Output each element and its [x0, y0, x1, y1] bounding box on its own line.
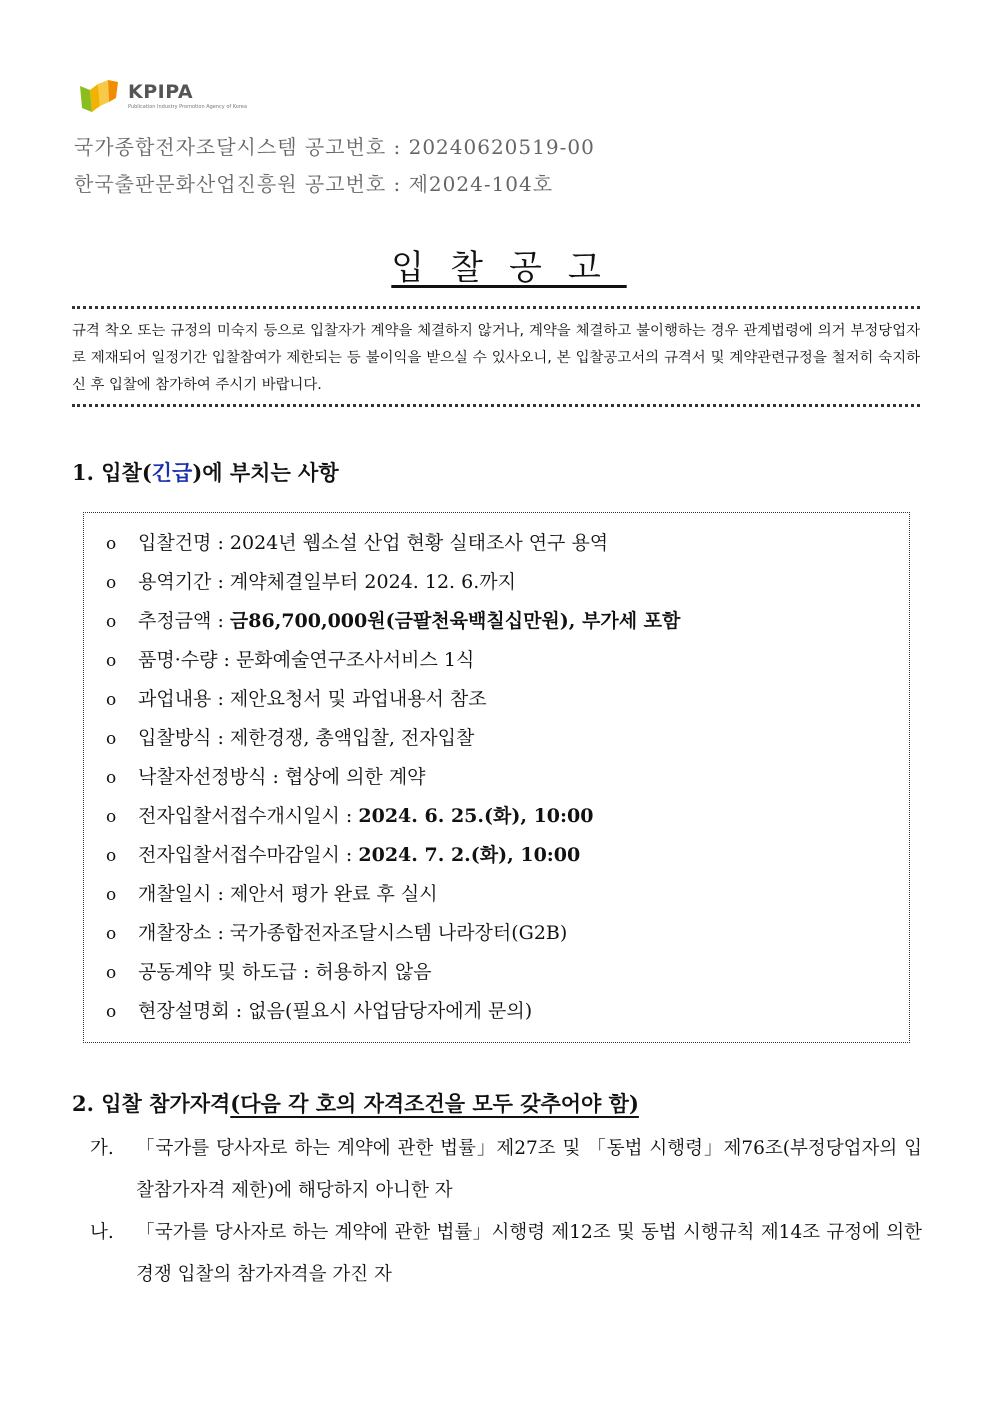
section-2-number: 2. — [72, 1091, 94, 1116]
item-value: 문화예술연구조사서비스 1식 — [235, 649, 475, 671]
list-item — [106, 878, 680, 917]
list-item — [106, 527, 680, 566]
item-label: 개찰일시 : — [138, 883, 230, 905]
clause-text: 「국가를 당사자로 하는 계약에 관한 법률」시행령 제12조 및 동법 시행규칙 제14조 규정에 의한 경쟁 입찰의 참가자격을 가진 자 — [136, 1222, 922, 1285]
item-value: 없음(필요시 사업담당자에게 문의) — [248, 1000, 533, 1022]
item-label: 과업내용 : — [138, 688, 230, 710]
item-label: 개찰장소 : — [138, 922, 230, 944]
list-item — [106, 605, 680, 644]
dotted-divider-bottom — [72, 404, 920, 407]
clause-number: 나. — [90, 1222, 114, 1243]
item-label: 품명·수량 : — [138, 649, 236, 671]
item-value: 금86,700,000원(금팔천육백칠십만원), 부가세 포함 — [229, 610, 681, 632]
item-label: 입찰건명 : — [138, 532, 230, 554]
item-label: 현장설명회 : — [138, 1000, 249, 1022]
item-value: 제안요청서 및 과업내용서 참조 — [229, 688, 487, 710]
bullet-icon: ο — [106, 1002, 117, 1022]
item-label: 용역기간 : — [138, 571, 230, 593]
list-item — [106, 800, 680, 839]
list-item — [106, 683, 680, 722]
list-item — [106, 761, 680, 800]
bullet-icon: ο — [106, 885, 117, 905]
bullet-icon: ο — [106, 573, 117, 593]
item-label: 전자입찰서접수마감일시 : — [138, 844, 359, 866]
item-value: 협상에 의한 계약 — [284, 766, 426, 788]
list-item — [106, 995, 680, 1034]
list-item — [106, 956, 680, 995]
bullet-icon: ο — [106, 729, 117, 749]
item-value: 국가종합전자조달시스템 나라장터(G2B) — [229, 922, 568, 944]
bullet-icon: ο — [106, 651, 117, 671]
item-label: 추정금액 : — [138, 610, 230, 632]
bid-details-list — [106, 527, 680, 1034]
document-title-wrap — [0, 240, 992, 289]
section-1-number: 1. — [72, 460, 94, 485]
kpipa-book-icon — [78, 78, 122, 114]
item-value: 계약체결일부터 2024. 12. 6.까지 — [229, 571, 516, 593]
item-value: 제안서 평가 완료 후 실시 — [229, 883, 438, 905]
section-1-title-post: )에 부치는 사항 — [192, 460, 339, 485]
kpipa-notice-number: 한국출판문화산업진흥원 공고번호 : 제2024-104호 — [74, 172, 554, 196]
clause-text: 「국가를 당사자로 하는 계약에 관한 법률」제27조 및 「동법 시행령」제76조(부정당업자의 입찰참가자격 제한)에 해당하지 아니한 자 — [136, 1138, 922, 1201]
bullet-icon: ο — [106, 690, 117, 710]
list-item — [106, 839, 680, 878]
item-label: 낙찰자선정방식 : — [138, 766, 285, 788]
bullet-icon: ο — [106, 807, 117, 827]
urgent-label: 긴급 — [151, 460, 193, 485]
bid-details-box — [83, 512, 910, 1043]
item-label: 전자입찰서접수개시일시 : — [138, 805, 359, 827]
item-value: 제한경쟁, 총액입찰, 전자입찰 — [229, 727, 475, 749]
item-value: 2024년 웹소설 산업 현황 실태조사 연구 용역 — [229, 532, 609, 554]
bullet-icon: ο — [106, 768, 117, 788]
logo-name: KPIPA — [128, 80, 194, 103]
list-item — [106, 722, 680, 761]
section-2-subtitle: (다음 각 호의 자격조건을 모두 갖추어야 함) — [230, 1091, 639, 1116]
document-title: 입찰공고 — [391, 248, 627, 288]
intro-warning: 규격 착오 또는 규정의 미숙지 등으로 입찰자가 계약을 체결하지 않거나, 계약을 체결하고 불이행하는 경우 관계법령에 의거 부정당업자로 제재되어 일정기간 입찰참여가 제한되는 등 불이익을 받으실 수 있사오니, 본 입찰공고서의 규격서 및 계약관련규정을 철저히 숙지하신 후 입찰에 참가하여 주시기 바랍니다. — [72, 323, 920, 393]
section-2-title: 입찰 참가자격 — [101, 1091, 231, 1116]
bullet-icon: ο — [106, 846, 117, 866]
section-1-heading — [72, 457, 339, 487]
list-item — [106, 917, 680, 956]
section-2-heading — [72, 1088, 639, 1118]
eligibility-clauses — [90, 1128, 922, 1296]
bullet-icon: ο — [106, 534, 117, 554]
list-item — [106, 644, 680, 683]
item-label: 입찰방식 : — [138, 727, 230, 749]
clause-item — [90, 1128, 922, 1212]
item-value: 2024. 6. 25.(화), 10:00 — [358, 805, 594, 827]
bullet-icon: ο — [106, 963, 117, 983]
list-item — [106, 566, 680, 605]
item-value: 2024. 7. 2.(화), 10:00 — [358, 844, 581, 866]
bullet-icon: ο — [106, 612, 117, 632]
clause-number: 가. — [90, 1138, 114, 1159]
bullet-icon: ο — [106, 924, 117, 944]
dotted-divider-top — [72, 306, 920, 309]
section-1-title-pre: 입찰( — [101, 460, 152, 485]
g2b-notice-number: 국가종합전자조달시스템 공고번호 : 20240620519-00 — [74, 135, 595, 159]
item-value: 허용하지 않음 — [315, 961, 432, 983]
clause-item — [90, 1212, 922, 1296]
kpipa-logo — [78, 78, 247, 114]
item-label: 공동계약 및 하도급 : — [138, 961, 316, 983]
logo-subtitle: Publication Industry Promotion Agency of Korea — [128, 103, 247, 110]
